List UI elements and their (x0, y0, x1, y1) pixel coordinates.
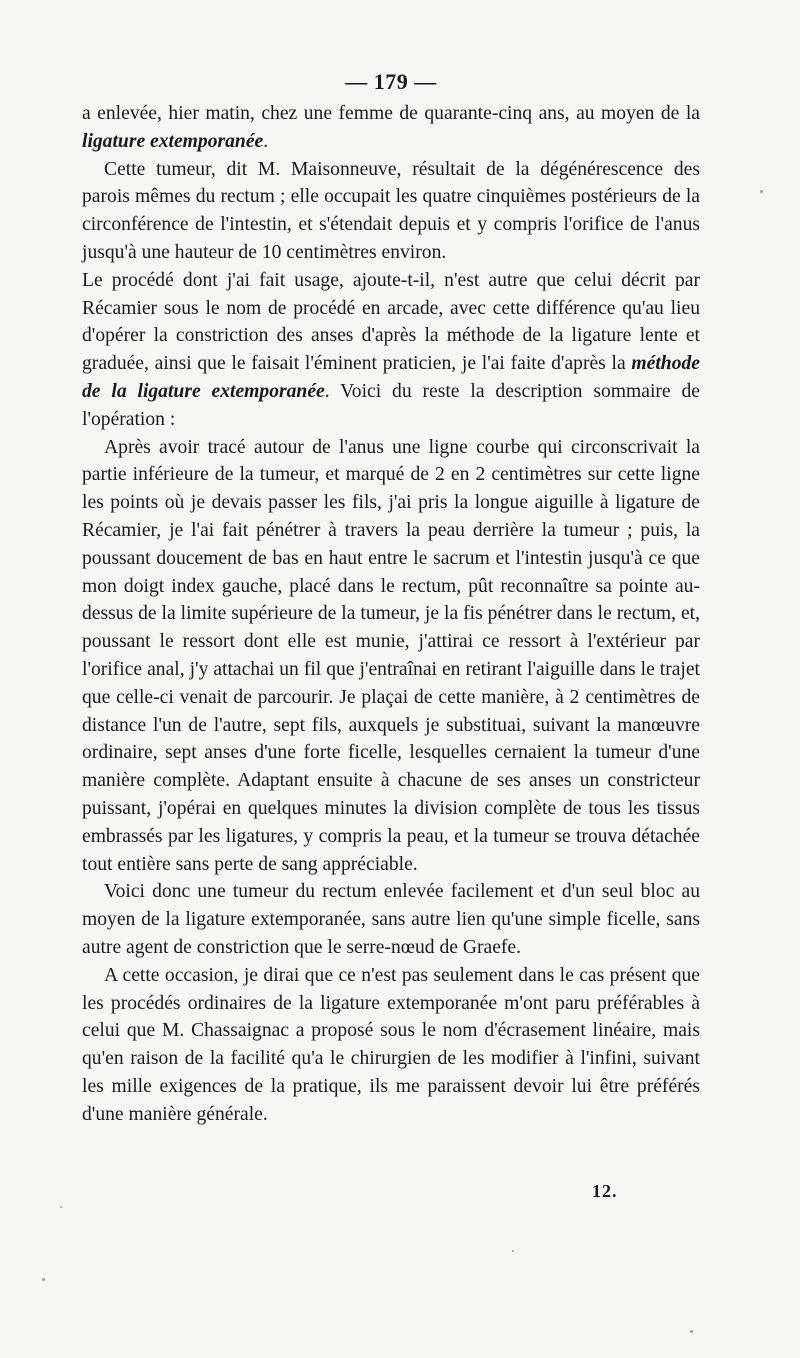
paragraph-3-text-b: . Voici du reste la description sommaire de l'opération : (82, 380, 700, 430)
paper-speck (690, 1330, 693, 1333)
paragraph-3-text-a: Le procédé dont j'ai fait usage, ajoute-t-il, n'est autre que celui décrit par Récamier sous le nom de procédé en arcade, avec cette différence qu'au lieu d'opérer la constriction des anses d'après la méthode de la ligature lente et graduée, ainsi que le faisait l'éminent praticien, je l'ai faite d'après la (82, 269, 700, 375)
paragraph-3-italic: méthode de la ligature extemporanée (82, 353, 700, 402)
paper-speck (512, 1250, 514, 1252)
paragraph-4: Après avoir tracé autour de l'anus une ligne courbe qui circonscrivait la partie inférieure de la tumeur, et marqué de 2 en 2 centimètres sur cette ligne les points où je devais passer les fils, j'ai pris la longue aiguille à ligature de Récamier, je l'ai fait pénétrer à travers la peau derrière la tumeur ; puis, la poussant doucement de bas en haut entre le sacrum et l'intestin jusqu'à ce que mon doigt index gauche, placé dans le rectum, pût reconnaître sa pointe au-dessus de la limite supérieure de la tumeur, je la fis pénétrer dans le rectum, et, poussant le ressort dont elle est munie, j'attirai ce ressort à l'extérieur par l'orifice anal, j'y attachai un fil que j'entraînai en retirant l'aiguille dans le trajet que celle-ci venait de parcourir. Je plaçai de cette manière, à 2 centimètres de distance l'un de l'autre, sept fils, auxquels je substituai, suivant la manœuvre ordinaire, sept anses d'une forte ficelle, lesquelles cernaient la tumeur d'une manière complète. Adaptant ensuite à chacune de ses anses un constricteur puissant, j'opérai en quelques minutes la division complète de tous les tissus embrassés par les ligatures, y compris la peau, et la tumeur se trouva détachée tout entière sans perte de sang appréciable. (82, 436, 700, 875)
paragraph-3 (82, 267, 700, 434)
paragraph-1 (82, 100, 700, 156)
paragraph-2: Cette tumeur, dit M. Maisonneuve, résultait de la dégénérescence des parois mêmes du rectum ; elle occupait les quatre cinquièmes postérieurs de la circonférence de l'intestin, et s'étendait depuis et y compris l'orifice de l'anus jusqu'à une hauteur de 10 centimètres environ. (82, 158, 700, 263)
paragraph-1-text-a: a enlevée, hier matin, chez une femme de quarante-cinq ans, au moyen de la (82, 103, 700, 124)
paper-speck (760, 190, 763, 193)
paragraph-1-text-b: . (263, 130, 269, 152)
paper-speck (42, 1278, 45, 1281)
signature-mark: 12. (592, 1181, 618, 1201)
page-number: — 179 — (345, 69, 437, 94)
paragraph-1-italic: ligature extemporanée (82, 130, 264, 152)
paragraph-5: Voici donc une tumeur du rectum enlevée facilement et d'un seul bloc au moyen de la ligature extemporanée, sans autre lien qu'une simple ficelle, sans autre agent de constriction que le serre-nœud de Graefe. (82, 881, 700, 958)
page-body (82, 66, 700, 1128)
paragraph-6: A cette occasion, je dirai que ce n'est pas seulement dans le cas présent que les procédés ordinaires de la ligature extemporanée m'ont paru préférables à celui que M. Chassaignac a proposé sous le nom d'écrasement linéaire, mais qu'en raison de la facilité qu'a le chirurgien de les modifier à l'infini, suivant les mille exigences de la pratique, ils me paraissent devoir lui être préférés d'une manière générale. (82, 964, 700, 1125)
paper-speck (60, 1206, 62, 1208)
